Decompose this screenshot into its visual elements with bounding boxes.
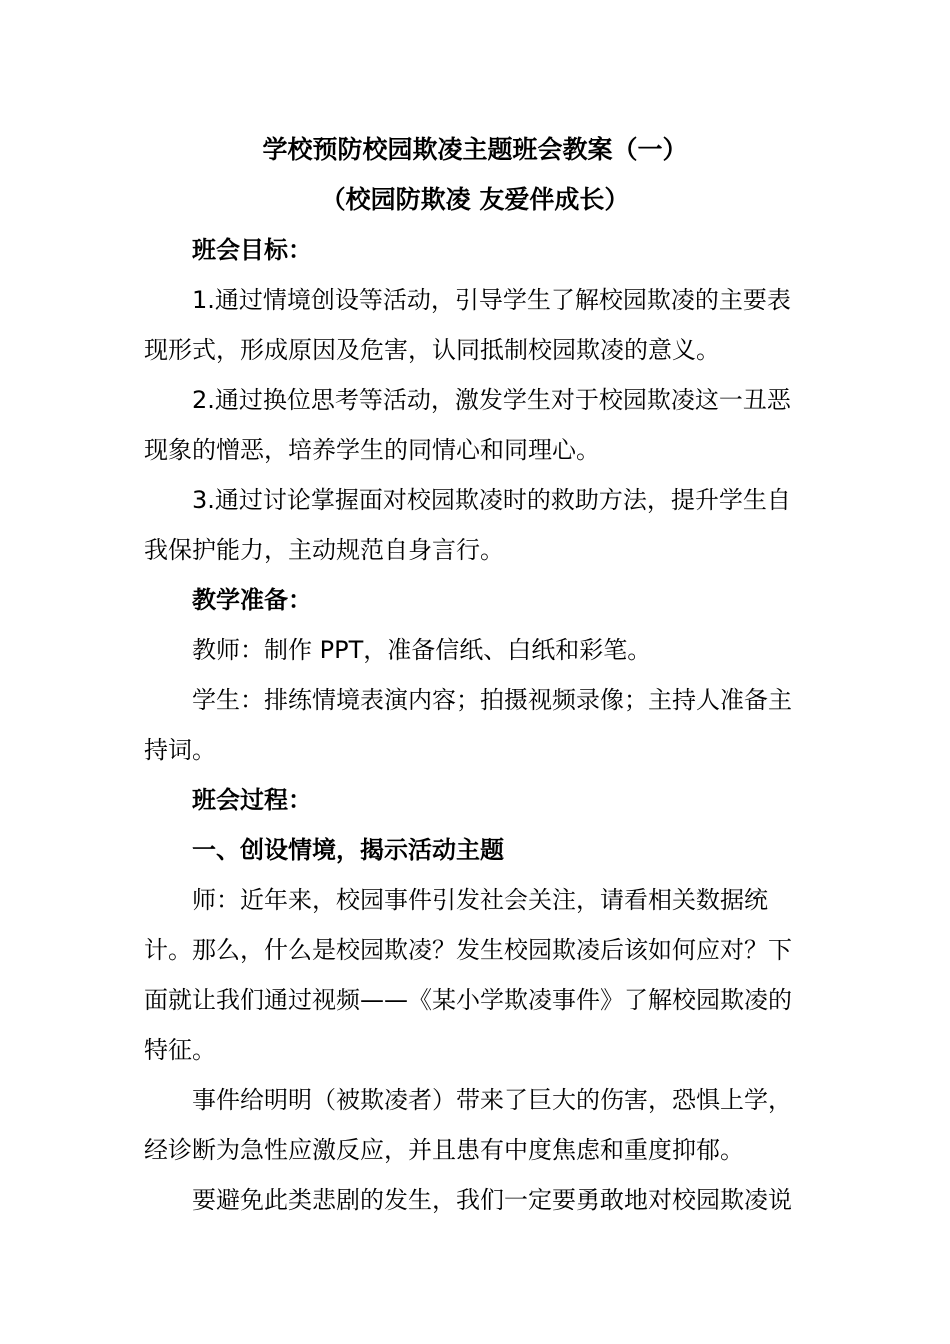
- paragraph-line: 3.通过讨论掌握面对校园欺凌时的救助方法，提升学生自: [192, 486, 791, 514]
- paragraph-line: 师：近年来，校园事件引发社会关注，请看相关数据统: [192, 886, 768, 914]
- paragraph-line: 现象的憎恶，培养学生的同情心和同理心。: [144, 436, 600, 464]
- section-heading-step-one: 一、创设情境，揭示活动主题: [192, 836, 504, 864]
- section-heading-goals: 班会目标：: [192, 236, 312, 264]
- paragraph-line: 要避免此类悲剧的发生，我们一定要勇敢地对校园欺凌说: [192, 1186, 792, 1214]
- paragraph-line: 2.通过换位思考等活动，激发学生对于校园欺凌这一丑恶: [192, 386, 791, 414]
- paragraph-line: 我保护能力，主动规范自身言行。: [144, 536, 504, 564]
- document-subtitle: （校园防欺凌 友爱伴成长）: [320, 185, 630, 214]
- paragraph-line: 学生：排练情境表演内容；拍摄视频录像；主持人准备主: [192, 686, 792, 714]
- section-heading-preparation: 教学准备：: [192, 586, 312, 614]
- section-heading-process: 班会过程：: [192, 786, 312, 814]
- paragraph-line: 计。那么，什么是校园欺凌？发生校园欺凌后该如何应对？下: [144, 936, 792, 964]
- paragraph-line: 教师：制作 PPT，准备信纸、白纸和彩笔。: [192, 636, 652, 664]
- paragraph-line: 现形式，形成原因及危害，认同抵制校园欺凌的意义。: [144, 336, 720, 364]
- paragraph-line: 面就让我们通过视频——《某小学欺凌事件》了解校园欺凌的: [144, 986, 792, 1014]
- document-title: 学校预防校园欺凌主题班会教案（一）: [262, 135, 688, 164]
- paragraph-line: 特征。: [144, 1036, 216, 1064]
- paragraph-line: 事件给明明（被欺凌者）带来了巨大的伤害，恐惧上学，: [192, 1086, 792, 1114]
- paragraph-line: 经诊断为急性应激反应，并且患有中度焦虑和重度抑郁。: [144, 1136, 744, 1164]
- paragraph-line: 1.通过情境创设等活动，引导学生了解校园欺凌的主要表: [192, 286, 791, 314]
- paragraph-line: 持词。: [144, 736, 216, 764]
